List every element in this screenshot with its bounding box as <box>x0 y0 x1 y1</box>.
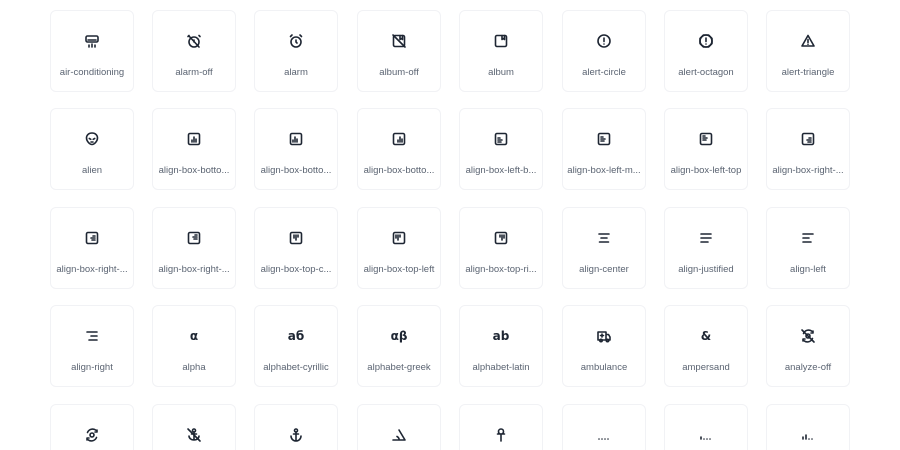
alert-octagon-icon <box>698 33 714 49</box>
icon-tile[interactable] <box>357 207 441 289</box>
antenna-bars-1-icon <box>596 427 612 443</box>
icon-glyph: аб <box>287 329 305 343</box>
air-conditioning-icon <box>84 33 100 49</box>
align-box-top-right-icon <box>493 230 509 246</box>
icon-tile[interactable] <box>459 305 543 387</box>
icon-label: align-box-right-... <box>772 165 844 176</box>
align-box-bottom-right-icon <box>391 131 407 147</box>
icon-label: album-off <box>379 67 419 78</box>
icon-label: align-box-botto... <box>363 165 435 176</box>
align-center-icon <box>596 230 612 246</box>
align-box-top-left-icon <box>391 230 407 246</box>
anchor-off-icon <box>186 427 202 443</box>
icon-label: align-box-right-... <box>56 264 128 275</box>
icon-tile[interactable] <box>459 207 543 289</box>
icon-label: align-box-botto... <box>158 165 230 176</box>
icon-label: alphabet-latin <box>472 362 530 373</box>
icon-label: alert-circle <box>582 67 626 78</box>
icon-label: alien <box>81 165 103 176</box>
icon-label: align-justified <box>678 264 734 275</box>
icon-label: align-box-right-... <box>158 264 230 275</box>
icon-tile[interactable] <box>766 207 850 289</box>
align-box-left-top-icon <box>698 131 714 147</box>
ambulance-icon <box>596 328 612 344</box>
icon-tile[interactable] <box>152 207 236 289</box>
icon-label: alphabet-greek <box>367 362 431 373</box>
antenna-bars-2-icon <box>698 427 714 443</box>
icon-tile[interactable] <box>562 10 646 92</box>
icon-tile[interactable] <box>459 404 543 450</box>
analyze-icon <box>84 427 100 443</box>
alphabet-cyrillic-icon <box>288 328 304 344</box>
icon-tile[interactable] <box>766 108 850 190</box>
icon-glyph: & <box>700 329 712 343</box>
icon-label: align-center <box>579 264 629 275</box>
icon-label: alpha <box>182 362 206 373</box>
analyze-off-icon <box>800 328 816 344</box>
icon-tile[interactable] <box>562 207 646 289</box>
ankh-icon <box>493 427 509 443</box>
icon-tile[interactable] <box>664 305 748 387</box>
icon-label: align-box-top-ri... <box>465 264 537 275</box>
icon-tile[interactable] <box>357 108 441 190</box>
icon-tile[interactable] <box>152 305 236 387</box>
icon-label: alert-triangle <box>781 67 835 78</box>
icon-label: align-box-left-m... <box>567 165 641 176</box>
icon-tile[interactable] <box>766 404 850 450</box>
icon-tile[interactable] <box>664 207 748 289</box>
align-box-bottom-left-icon <box>288 131 304 147</box>
icon-tile[interactable] <box>766 305 850 387</box>
icon-label: album <box>488 67 514 78</box>
icon-tile[interactable] <box>152 404 236 450</box>
align-right-icon <box>84 328 100 344</box>
icon-label: ampersand <box>682 362 730 373</box>
icon-tile[interactable] <box>50 10 134 92</box>
alert-circle-icon <box>596 33 612 49</box>
icon-tile[interactable] <box>766 10 850 92</box>
album-off-icon <box>391 33 407 49</box>
icon-glyph: α <box>189 329 199 343</box>
alpha-icon <box>186 328 202 344</box>
align-box-left-bottom-icon <box>493 131 509 147</box>
icon-glyph: αβ <box>390 329 408 343</box>
icon-tile[interactable] <box>664 108 748 190</box>
alphabet-latin-icon <box>493 328 509 344</box>
icon-label: align-box-left-top <box>670 165 742 176</box>
anchor-icon <box>288 427 304 443</box>
icon-label: align-box-top-c... <box>260 264 332 275</box>
icon-tile[interactable] <box>459 10 543 92</box>
icon-tile[interactable] <box>50 207 134 289</box>
icon-glyph: ab <box>492 329 510 343</box>
icon-label: alarm <box>284 67 308 78</box>
icon-tile[interactable] <box>459 108 543 190</box>
icon-label: alarm-off <box>175 67 213 78</box>
icon-tile[interactable] <box>152 10 236 92</box>
icon-label: analyze-off <box>784 362 832 373</box>
antenna-bars-3-icon <box>800 427 816 443</box>
icon-tile[interactable] <box>357 10 441 92</box>
alphabet-greek-icon <box>391 328 407 344</box>
icon-tile[interactable] <box>152 108 236 190</box>
icon-tile[interactable] <box>664 404 748 450</box>
align-box-right-bottom-icon <box>800 131 816 147</box>
icon-tile[interactable] <box>357 305 441 387</box>
icon-tile[interactable] <box>50 108 134 190</box>
icon-tile[interactable] <box>664 10 748 92</box>
icon-tile[interactable] <box>562 305 646 387</box>
icon-tile[interactable] <box>254 108 338 190</box>
align-justified-icon <box>698 230 714 246</box>
icon-tile[interactable] <box>254 10 338 92</box>
icon-tile[interactable] <box>562 404 646 450</box>
icon-label: alphabet-cyrillic <box>263 362 329 373</box>
angle-icon <box>391 427 407 443</box>
icon-tile[interactable] <box>254 207 338 289</box>
alert-triangle-icon <box>800 33 816 49</box>
align-box-bottom-center-icon <box>186 131 202 147</box>
icon-label: align-box-left-b... <box>465 165 537 176</box>
album-icon <box>493 33 509 49</box>
icon-label: align-box-botto... <box>260 165 332 176</box>
alarm-off-icon <box>186 33 202 49</box>
align-box-right-top-icon <box>186 230 202 246</box>
icon-tile[interactable] <box>254 404 338 450</box>
icon-tile[interactable] <box>562 108 646 190</box>
icon-label: align-box-top-left <box>363 264 435 275</box>
icon-tile[interactable] <box>254 305 338 387</box>
alarm-icon <box>288 33 304 49</box>
icon-label: air-conditioning <box>59 67 125 78</box>
align-box-top-center-icon <box>288 230 304 246</box>
icon-label: alert-octagon <box>678 67 734 78</box>
align-box-left-middle-icon <box>596 131 612 147</box>
icon-label: align-right <box>71 362 113 373</box>
icon-label: align-left <box>790 264 826 275</box>
icon-tile[interactable] <box>357 404 441 450</box>
align-left-icon <box>800 230 816 246</box>
icon-tile[interactable] <box>50 305 134 387</box>
align-box-right-middle-icon <box>84 230 100 246</box>
alien-icon <box>84 131 100 147</box>
icon-tile[interactable] <box>50 404 134 450</box>
ampersand-icon <box>698 328 714 344</box>
icon-label: ambulance <box>580 362 628 373</box>
